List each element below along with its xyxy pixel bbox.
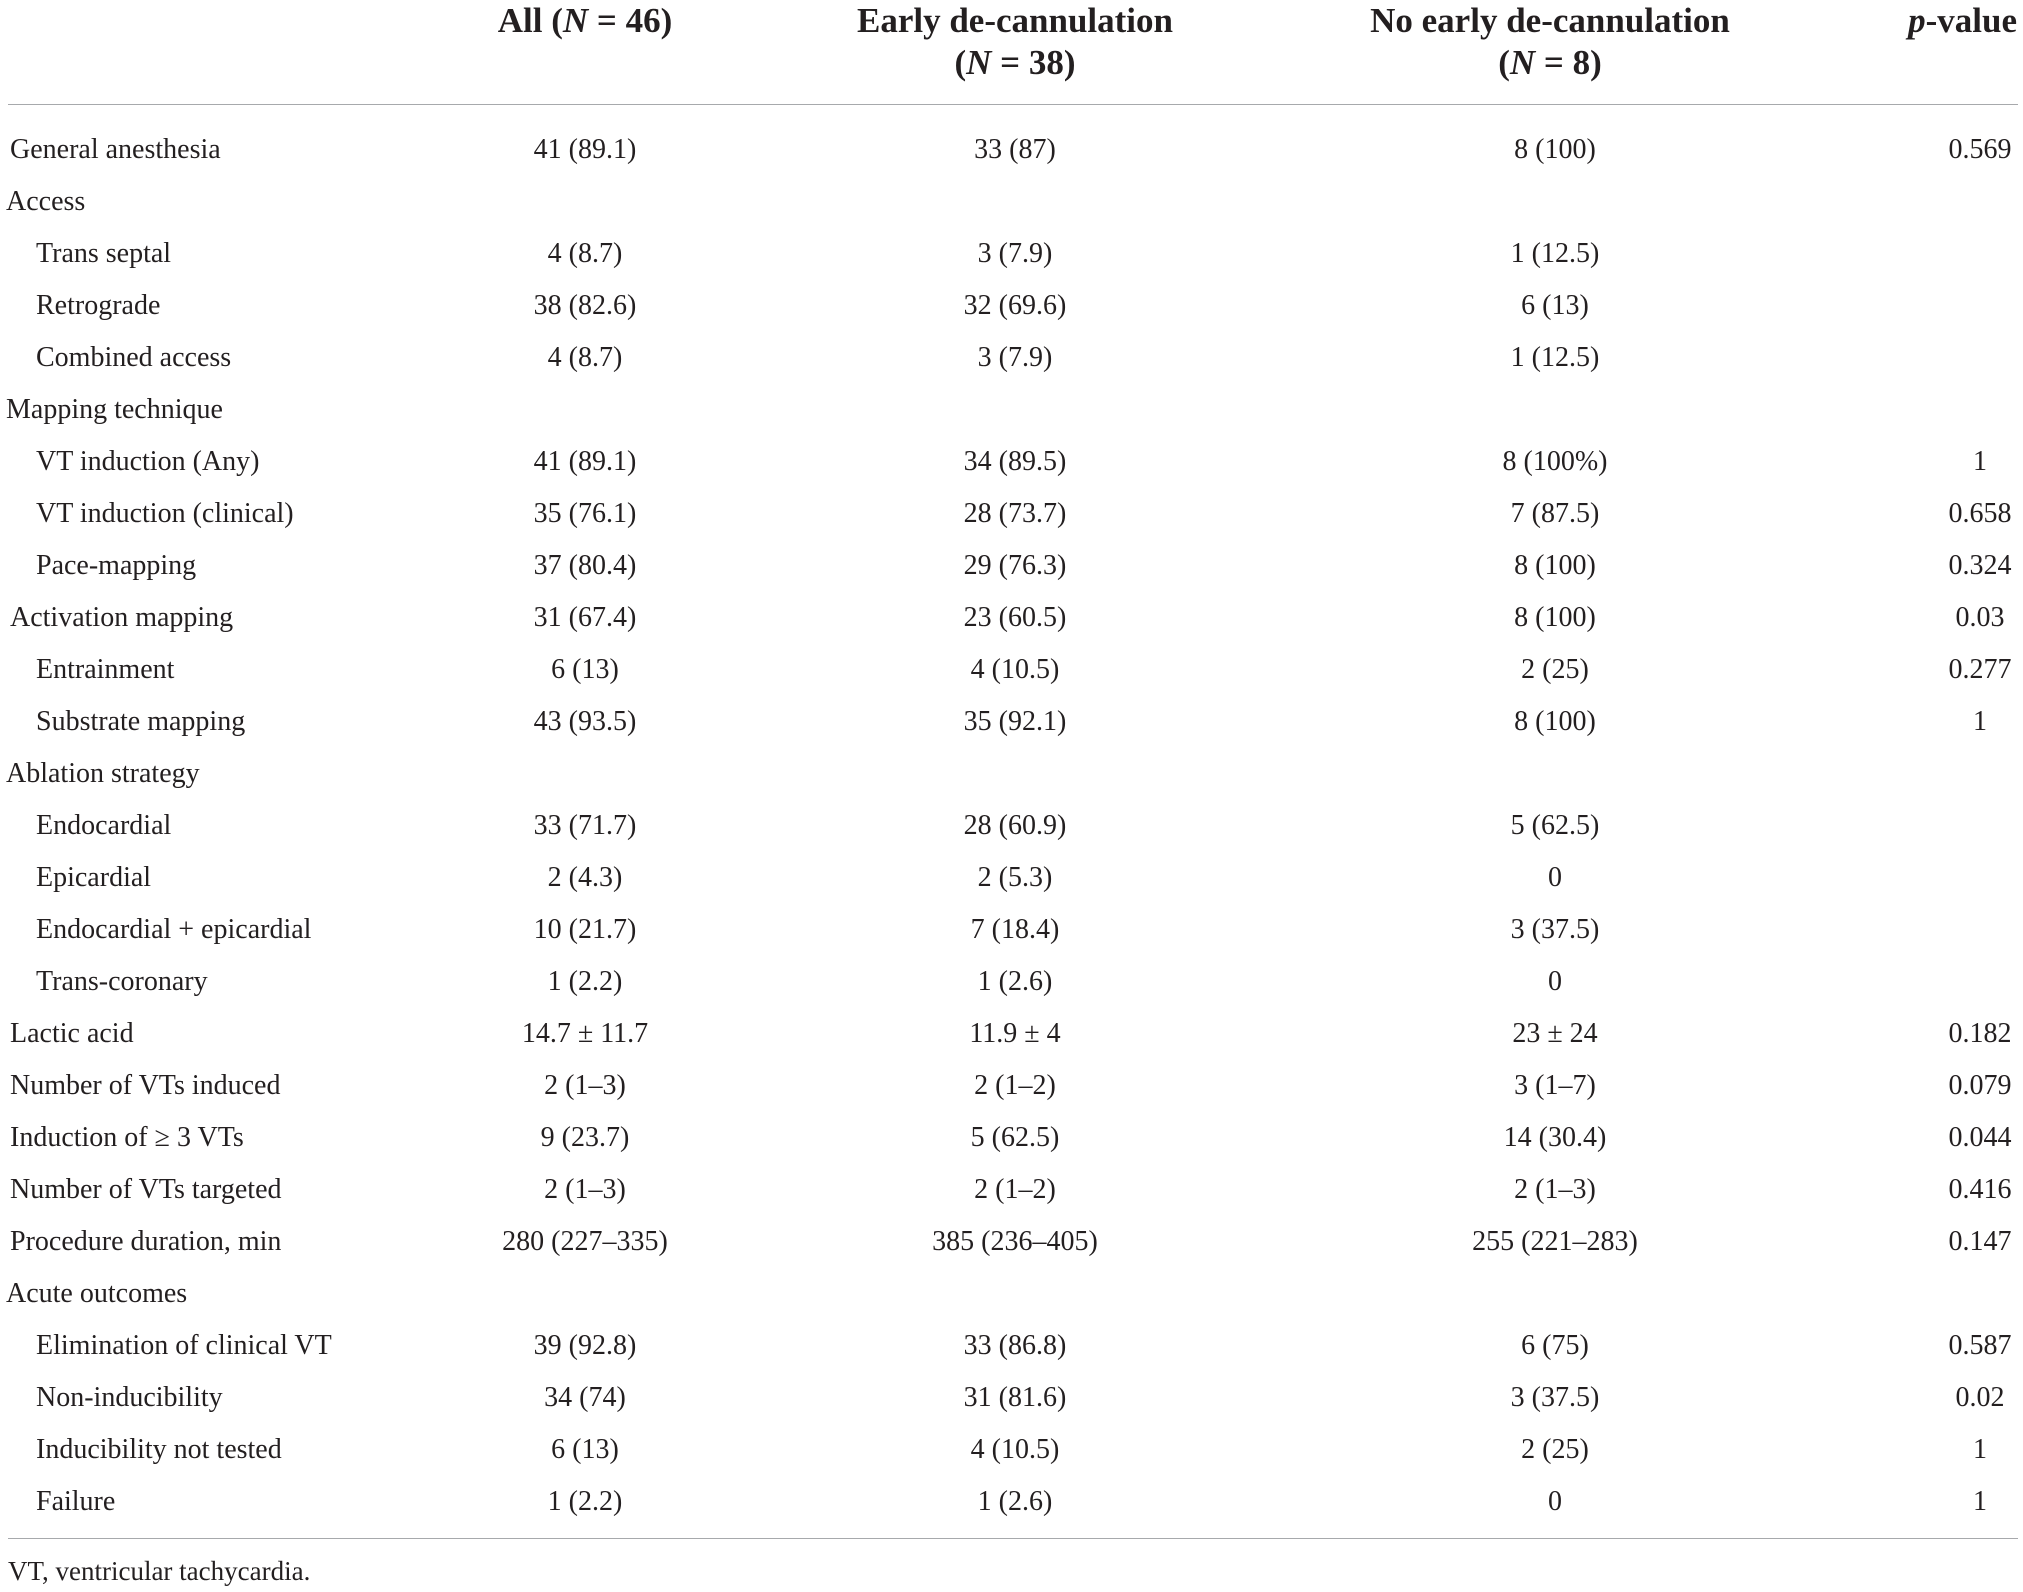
table-row <box>0 1216 2023 1268</box>
row-label: VT induction (Any) <box>36 446 260 477</box>
row-label: VT induction (clinical) <box>36 498 294 529</box>
table-row <box>0 488 2023 540</box>
table-row <box>0 228 2023 280</box>
row-label: Trans-coronary <box>36 966 208 997</box>
table-row <box>0 800 2023 852</box>
cell-all: 4 (8.7) <box>547 342 623 373</box>
cell-no-early: 6 (13) <box>1521 290 1589 321</box>
cell-early: 32 (69.6) <box>963 290 1067 321</box>
cell-early: 7 (18.4) <box>970 914 1060 945</box>
cell-early: 11.9 ± 4 <box>969 1018 1061 1049</box>
cell-p-value: 0.569 <box>1948 134 2012 165</box>
cell-all: 1 (2.2) <box>547 966 623 997</box>
footer-divider <box>8 1538 2018 1539</box>
table-row <box>0 748 2023 800</box>
cell-p-value: 0.044 <box>1948 1122 2012 1153</box>
cell-no-early: 2 (1–3) <box>1514 1174 1596 1205</box>
cell-all: 31 (67.4) <box>533 602 637 633</box>
cell-all: 41 (89.1) <box>533 134 637 165</box>
table-row <box>0 644 2023 696</box>
cell-early: 2 (1–2) <box>974 1070 1056 1101</box>
cell-early: 1 (2.6) <box>977 966 1053 997</box>
cell-early: 1 (2.6) <box>977 1486 1053 1517</box>
cell-all: 38 (82.6) <box>533 290 637 321</box>
row-label: Mapping technique <box>6 394 223 425</box>
table-row <box>0 1060 2023 1112</box>
cell-p-value: 0.03 <box>1955 602 2005 633</box>
cell-p-value: 0.079 <box>1948 1070 2012 1101</box>
row-label: Activation mapping <box>10 602 234 633</box>
cell-no-early: 7 (87.5) <box>1510 498 1600 529</box>
cell-all: 39 (92.8) <box>533 1330 637 1361</box>
table-row <box>0 1320 2023 1372</box>
cell-all: 2 (1–3) <box>544 1174 626 1205</box>
cell-early: 5 (62.5) <box>970 1122 1060 1153</box>
cell-early: 29 (76.3) <box>963 550 1067 581</box>
cell-no-early: 2 (25) <box>1521 1434 1589 1465</box>
cell-no-early: 1 (12.5) <box>1510 238 1600 269</box>
cell-no-early: 0 <box>1548 1486 1562 1517</box>
row-label: Trans septal <box>36 238 172 269</box>
row-label: General anesthesia <box>10 134 221 165</box>
cell-no-early: 255 (221–283) <box>1472 1226 1638 1257</box>
cell-no-early: 1 (12.5) <box>1510 342 1600 373</box>
table-row <box>0 1008 2023 1060</box>
cell-all: 6 (13) <box>551 654 619 685</box>
cell-p-value: 1 <box>1973 446 1987 477</box>
header-all <box>440 0 730 42</box>
row-label: Induction of ≥ 3 VTs <box>10 1122 244 1153</box>
header-early-n: (N = 38) <box>954 43 1076 82</box>
table-row <box>0 696 2023 748</box>
row-label: Substrate mapping <box>36 706 246 737</box>
header-early-decannulation <box>840 0 1190 84</box>
cell-early: 35 (92.1) <box>963 706 1067 737</box>
table-row <box>0 1372 2023 1424</box>
row-label: Non-inducibility <box>36 1382 223 1413</box>
cell-p-value: 1 <box>1973 706 1987 737</box>
cell-early: 28 (60.9) <box>963 810 1067 841</box>
cell-early: 3 (7.9) <box>977 238 1053 269</box>
cell-all: 43 (93.5) <box>533 706 637 737</box>
cell-early: 3 (7.9) <box>977 342 1053 373</box>
row-label: Failure <box>36 1486 116 1517</box>
cell-no-early: 6 (75) <box>1521 1330 1589 1361</box>
cell-p-value: 0.658 <box>1948 498 2012 529</box>
row-label: Entrainment <box>36 654 175 685</box>
row-label: Ablation strategy <box>6 758 200 789</box>
header-noearly-label: No early de-cannulation <box>1370 1 1730 40</box>
row-label: Epicardial <box>36 862 152 893</box>
cell-no-early: 8 (100) <box>1514 602 1596 633</box>
cell-all: 4 (8.7) <box>547 238 623 269</box>
cell-p-value: 0.324 <box>1948 550 2012 581</box>
cell-early: 23 (60.5) <box>963 602 1067 633</box>
table-body <box>0 124 2023 1528</box>
cell-no-early: 3 (37.5) <box>1510 1382 1600 1413</box>
cell-p-value: 1 <box>1973 1486 1987 1517</box>
cell-early: 385 (236–405) <box>932 1226 1098 1257</box>
table-row <box>0 1268 2023 1320</box>
cell-early: 4 (10.5) <box>970 654 1060 685</box>
cell-all: 33 (71.7) <box>533 810 637 841</box>
row-label: Procedure duration, min <box>10 1226 282 1257</box>
cell-early: 31 (81.6) <box>963 1382 1067 1413</box>
cell-all: 14.7 ± 11.7 <box>521 1018 649 1049</box>
cell-all: 1 (2.2) <box>547 1486 623 1517</box>
cell-early: 4 (10.5) <box>970 1434 1060 1465</box>
cell-no-early: 5 (62.5) <box>1510 810 1600 841</box>
cell-early: 2 (1–2) <box>974 1174 1056 1205</box>
cell-all: 41 (89.1) <box>533 446 637 477</box>
cell-no-early: 8 (100) <box>1514 706 1596 737</box>
table-footnote: VT, ventricular tachycardia. <box>8 1556 311 1586</box>
header-noearly-n: (N = 8) <box>1498 43 1602 82</box>
table-row <box>0 592 2023 644</box>
cell-p-value: 0.02 <box>1955 1382 2005 1413</box>
table-row <box>0 540 2023 592</box>
row-label: Elimination of clinical VT <box>36 1330 332 1361</box>
table-row <box>0 1424 2023 1476</box>
cell-p-value: 0.587 <box>1948 1330 2012 1361</box>
cell-no-early: 3 (1–7) <box>1514 1070 1596 1101</box>
cell-p-value: 0.277 <box>1948 654 2012 685</box>
header-p-value <box>1880 0 2023 42</box>
table-header <box>0 0 2023 104</box>
row-label: Pace-mapping <box>36 550 197 581</box>
row-label: Endocardial + epicardial <box>36 914 312 945</box>
cell-no-early: 8 (100) <box>1514 134 1596 165</box>
cell-all: 35 (76.1) <box>533 498 637 529</box>
table-row <box>0 436 2023 488</box>
cell-all: 2 (1–3) <box>544 1070 626 1101</box>
table-row <box>0 956 2023 1008</box>
cell-no-early: 23 ± 24 <box>1512 1018 1598 1049</box>
row-label: Endocardial <box>36 810 172 841</box>
cell-p-value: 1 <box>1973 1434 1987 1465</box>
cell-all: 37 (80.4) <box>533 550 637 581</box>
cell-early: 33 (86.8) <box>963 1330 1067 1361</box>
table-row <box>0 904 2023 956</box>
cell-all: 6 (13) <box>551 1434 619 1465</box>
cell-no-early: 2 (25) <box>1521 654 1589 685</box>
table-row <box>0 1476 2023 1528</box>
cell-all: 34 (74) <box>544 1382 626 1413</box>
row-label: Combined access <box>36 342 232 373</box>
cell-no-early: 8 (100%) <box>1502 446 1608 477</box>
header-no-early-decannulation <box>1340 0 1760 84</box>
table-row <box>0 1164 2023 1216</box>
table-row <box>0 384 2023 436</box>
row-label: Access <box>6 186 86 217</box>
table-row <box>0 1112 2023 1164</box>
header-early-label: Early de-cannulation <box>856 1 1173 40</box>
cell-no-early: 0 <box>1548 862 1562 893</box>
row-label: Number of VTs targeted <box>10 1174 282 1205</box>
header-p-value-label: p-value <box>1908 1 2017 40</box>
row-label: Retrograde <box>36 290 161 321</box>
cell-p-value: 0.182 <box>1948 1018 2012 1049</box>
cell-no-early: 14 (30.4) <box>1503 1122 1607 1153</box>
header-all-label: All (N = 46) <box>497 1 673 40</box>
cell-all: 2 (4.3) <box>547 862 623 893</box>
cell-no-early: 8 (100) <box>1514 550 1596 581</box>
cell-p-value: 0.147 <box>1948 1226 2012 1257</box>
cell-p-value: 0.416 <box>1948 1174 2012 1205</box>
cell-all: 280 (227–335) <box>502 1226 668 1257</box>
cell-early: 33 (87) <box>974 134 1056 165</box>
table-row <box>0 124 2023 176</box>
row-label: Lactic acid <box>10 1018 134 1049</box>
header-divider <box>8 104 2018 105</box>
cell-early: 28 (73.7) <box>963 498 1067 529</box>
row-label: Acute outcomes <box>6 1278 188 1309</box>
cell-all: 10 (21.7) <box>533 914 637 945</box>
table-row <box>0 852 2023 904</box>
table-row <box>0 176 2023 228</box>
cell-no-early: 0 <box>1548 966 1562 997</box>
table-row <box>0 280 2023 332</box>
cell-early: 2 (5.3) <box>977 862 1053 893</box>
row-label: Inducibility not tested <box>36 1434 282 1465</box>
row-label: Number of VTs induced <box>10 1070 281 1101</box>
cell-early: 34 (89.5) <box>963 446 1067 477</box>
cell-all: 9 (23.7) <box>540 1122 630 1153</box>
table-row <box>0 332 2023 384</box>
cell-no-early: 3 (37.5) <box>1510 914 1600 945</box>
